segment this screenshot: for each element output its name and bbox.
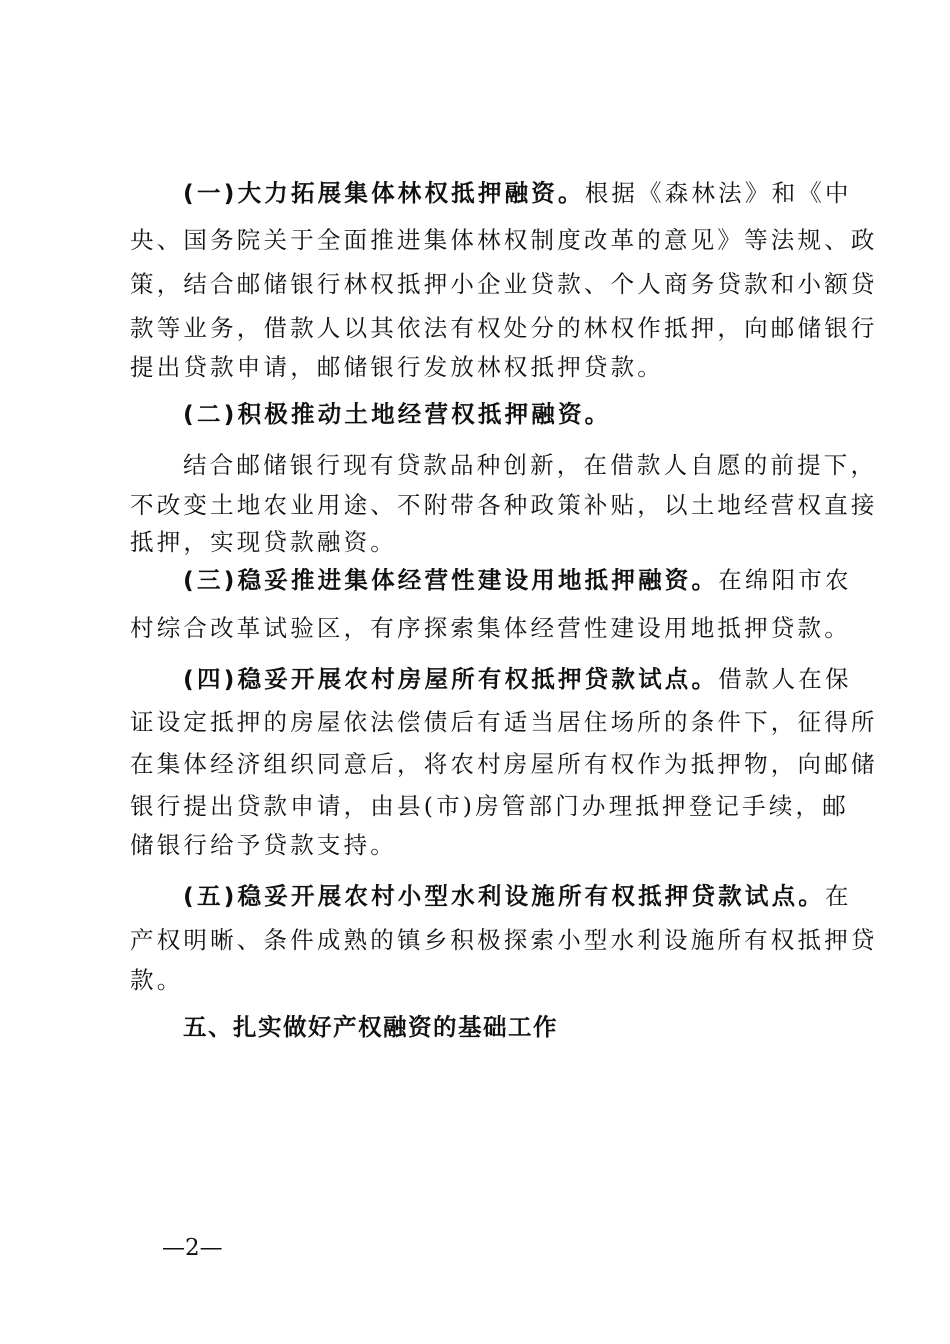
paragraph-1-heading: (一)大力拓展集体林权抵押融资。 xyxy=(183,179,585,207)
paragraph-5-text: 借款人在保 xyxy=(718,665,852,693)
paragraph-1-line-3: 策，结合邮储银行林权抵押小企业贷款、个人商务贷款和小额贷 xyxy=(130,270,878,298)
paragraph-3-line-1: 结合邮储银行现有贷款品种创新，在借款人自愿的前提下， xyxy=(183,451,878,479)
page-number: —2— xyxy=(162,1235,223,1261)
paragraph-4-line-1 xyxy=(183,564,883,596)
paragraph-6-text: 在 xyxy=(824,882,852,910)
section-title: 五、扎实做好产权融资的基础工作 xyxy=(183,1013,558,1041)
paragraph-1-line-1 xyxy=(183,177,883,209)
paragraph-1-text: 根据《森林法》和《中 xyxy=(584,179,852,207)
paragraph-6-heading: (五)稳妥开展农村小型水利设施所有权抵押贷款试点。 xyxy=(183,882,825,910)
paragraph-1-line-2: 央、国务院关于全面推进集体林权制度改革的意见》等法规、政 xyxy=(130,226,878,254)
paragraph-5-line-1 xyxy=(183,663,883,695)
paragraph-5-line-2: 证设定抵押的房屋依法偿债后有适当居住场所的条件下，征得所 xyxy=(130,708,878,736)
paragraph-4-text: 在绵阳市农 xyxy=(718,566,852,594)
paragraph-4-line-2: 村综合改革试验区，有序探索集体经营性建设用地抵押贷款。 xyxy=(130,614,851,642)
paragraph-3-line-3: 抵押，实现贷款融资。 xyxy=(130,528,397,556)
paragraph-2-heading: (二)积极推动土地经营权抵押融资。 xyxy=(183,400,612,428)
paragraph-1-line-4: 款等业务，借款人以其依法有权处分的林权作抵押，向邮储银行 xyxy=(130,314,878,342)
paragraph-5-line-3: 在集体经济组织同意后，将农村房屋所有权作为抵押物，向邮储 xyxy=(130,750,878,778)
paragraph-5-heading: (四)稳妥开展农村房屋所有权抵押贷款试点。 xyxy=(183,665,719,693)
paragraph-1-line-5: 提出贷款申请，邮储银行发放林权抵押贷款。 xyxy=(130,353,664,381)
paragraph-6-line-3: 款。 xyxy=(130,966,184,994)
paragraph-6-line-1 xyxy=(183,880,883,912)
paragraph-3-line-2: 不改变土地农业用途、不附带各种政策补贴，以土地经营权直接 xyxy=(130,491,878,519)
paragraph-4-heading: (三)稳妥推进集体经营性建设用地抵押融资。 xyxy=(183,566,719,594)
paragraph-6-line-2: 产权明晰、条件成熟的镇乡积极探索小型水利设施所有权抵押贷 xyxy=(130,926,878,954)
paragraph-5-line-4: 银行提出贷款申请，由县(市)房管部门办理抵押登记手续，邮 xyxy=(130,792,849,820)
paragraph-5-line-5: 储银行给予贷款支持。 xyxy=(130,831,397,859)
